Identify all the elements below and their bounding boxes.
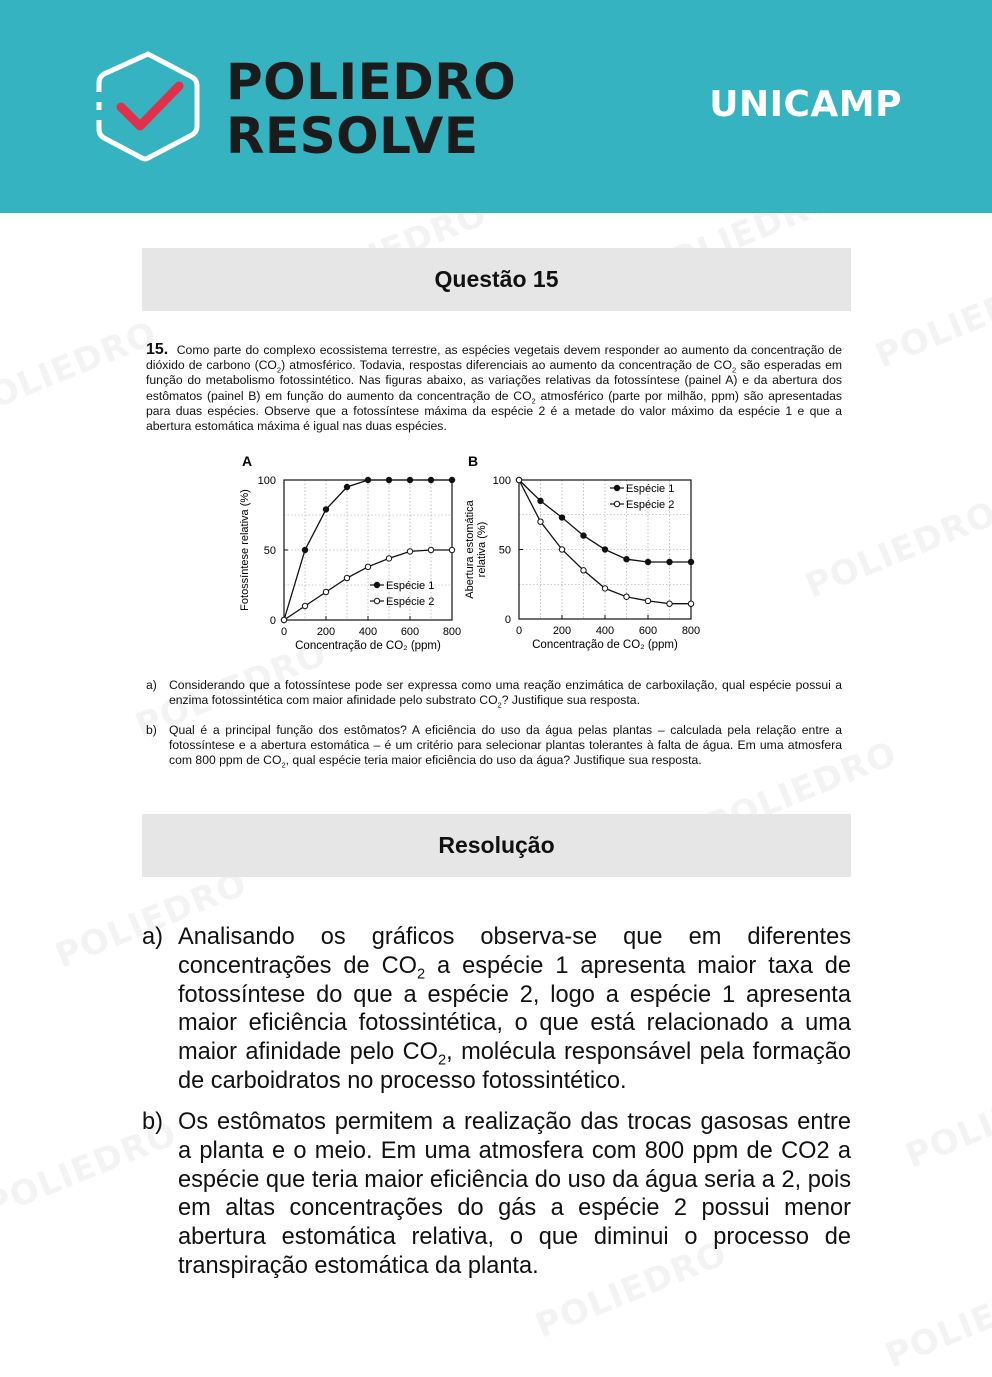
watermark [800,493,992,606]
check-hexagon-icon [95,50,201,162]
legend-label-1: Espécie 1 [386,580,435,592]
answer-label: a) [142,924,163,950]
statement-text: ) atmosférico. Todavia, respostas diferenciais ao aumento da concentração de CO [281,358,732,373]
y-tick-label: 100 [492,475,511,487]
text-part: , qual espécie teria maior eficiência do uso da água? Justifique sua resposta. [285,753,702,768]
data-point-2 [624,594,629,599]
statement-text: atmosférico (parte por milhão, ppm) são apresentadas para duas espécies. Observe que a fotossíntese máxima da espécie 2 é a metade do valor máximo da espécie 1 e que a abertura estomática máxima é igual nas duas espécies. [146,388,842,434]
data-point-2 [516,477,521,482]
x-tick-label: 800 [681,625,701,637]
text-part: ? Justifique sua resposta. [501,693,640,708]
subquestion-text [169,723,842,769]
x-tick-label: 400 [358,626,378,638]
subquestion-text [169,678,842,708]
data-point-2 [559,547,564,552]
data-point-1 [581,533,586,538]
subquestion-label: a) [146,678,157,692]
y-tick-label: 50 [263,545,276,557]
resolution-title-bar [142,814,851,877]
x-tick-label: 600 [400,626,420,638]
x-tick-label: 0 [515,625,523,637]
data-point-1 [449,477,454,482]
panel-label: A [242,453,253,469]
x-tick-label: 600 [638,625,658,637]
question-statement [146,342,842,434]
subquestion-b [146,723,842,769]
data-point-1 [602,547,607,552]
brand-line-2: RESOLVE [226,107,479,165]
x-tick-label: 200 [316,626,336,638]
data-point-1 [365,477,370,482]
charts-figure [232,448,712,663]
data-point-2 [581,568,586,573]
answer-text [178,923,851,1096]
y-axis-label: Abertura estomática [464,500,476,599]
legend-marker-1 [614,485,619,490]
resolution-title: Resolução [438,832,555,858]
subscript: 2 [531,396,536,406]
question-number: 15. [146,341,169,358]
data-point-1 [624,557,629,562]
x-tick-label: 800 [442,626,462,638]
text-part: a espécie 1 apresenta maior taxa de fotossíntese do que a espécie 2, logo a espécie 1 apresenta maior eficiência fotossintética, o que está relacionado a uma maior afinidade pelo CO [178,952,851,1066]
data-point-1 [428,477,433,482]
data-point-1 [386,477,391,482]
data-point-2 [667,601,672,606]
data-point-2 [449,547,454,552]
data-point-1 [538,498,543,503]
y-axis-label: Fotossíntese relativa (%) [239,489,251,611]
watermark [900,1063,992,1176]
legend-marker-2 [614,501,619,506]
data-point-2 [386,556,391,561]
question-title: Questão 15 [434,266,559,292]
data-point-2 [344,575,349,580]
y-tick-label: 0 [269,615,276,627]
y-tick-label: 0 [504,614,511,626]
data-point-1 [344,484,349,489]
text-part: , molécula responsável pela formação de carboidratos no processo fotossintético. [178,1039,851,1094]
legend-label-2: Espécie 2 [626,499,675,511]
data-point-2 [302,603,307,608]
brand-logo-text [226,53,517,165]
subscript: 2 [438,1052,447,1069]
data-point-2 [538,519,543,524]
data-point-2 [281,617,286,622]
x-tick-label: 400 [595,625,615,637]
answer-label: b) [142,1109,163,1135]
panel-label: B [468,453,479,469]
data-point-1 [407,477,412,482]
legend-marker-1 [374,582,379,587]
x-axis-label: Concentração de CO₂ (ppm) [532,639,678,651]
answer-a [142,923,851,1096]
y-tick-label: 100 [257,475,276,487]
subscript: 2 [731,365,737,375]
subquestion-a [146,678,842,708]
data-point-1 [667,559,672,564]
legend-label-1: Espécie 1 [626,483,675,495]
subscript: 2 [276,365,282,375]
statement-text: Como parte do complexo ecossistema terrestre, as espécies vegetais devem responder ao aumento da concentração de dióxido de carbono (CO [146,343,843,373]
watermark [870,263,992,376]
data-point-2 [365,564,370,569]
text-part: Considerando que a fotossíntese pode ser expressa como uma reação enzimática de carboxilação, qual espécie possui a enzima fotossintética com maior afinidade pelo substrato CO [169,678,842,708]
subscript: 2 [416,966,426,983]
y-axis-label: relativa (%) [476,521,488,578]
data-point-1 [645,559,650,564]
brand-line-1: POLIEDRO [226,53,517,111]
answer-text: Os estômatos permitem a realização das trocas gasosas entre a planta e o meio. Em uma atmosfera com 800 ppm de CO2 a espécie que teria maior eficiência do uso da água seria a 2, pois em altas concentrações do gás a espécie 2 possui menor abertura estomática relativa, o que diminui o processo de transpiração estomática da planta. [178,1109,851,1279]
subquestion-label: b) [146,723,157,737]
answer-b [142,1108,851,1281]
data-point-2 [407,549,412,554]
header-banner [0,0,992,213]
watermark [0,313,163,426]
data-point-1 [302,547,307,552]
legend-label-2: Espécie 2 [386,596,435,608]
data-point-2 [645,598,650,603]
text-part: Analisando os gráficos observa-se que em diferentes concentrações de CO [178,924,851,979]
data-point-1 [559,515,564,520]
data-point-2 [602,586,607,591]
subscript: 2 [281,760,286,770]
x-axis-label: Concentração de CO₂ (ppm) [295,640,441,652]
legend-marker-2 [374,598,379,603]
data-point-2 [688,601,693,606]
watermark [880,1263,992,1376]
x-tick-label: 0 [280,626,288,638]
statement-text: são esperadas em função do metabolismo fotossintético. Nas figuras abaixo, as variações relativas da fotossíntese (painel A) e da abertura dos estômatos (painel B) em função do aumento da concentração de CO [146,358,843,403]
data-point-1 [688,559,693,564]
subscript: 2 [497,700,502,710]
y-tick-label: 50 [498,544,511,557]
question-title-bar [142,248,851,311]
exam-name: UNICAMP [709,84,902,125]
data-point-2 [428,547,433,552]
x-tick-label: 200 [552,625,572,637]
text-part: Qual é a principal função dos estômatos? A eficiência do uso da água pelas plantas – calculada pela relação entre a fotossíntese e a abertura estomática – é um critério para selecionar plantas tolerantes à falta de água. Em uma atmosfera com 800 ppm de CO [169,723,842,768]
data-point-2 [323,589,328,594]
data-point-1 [323,507,328,512]
